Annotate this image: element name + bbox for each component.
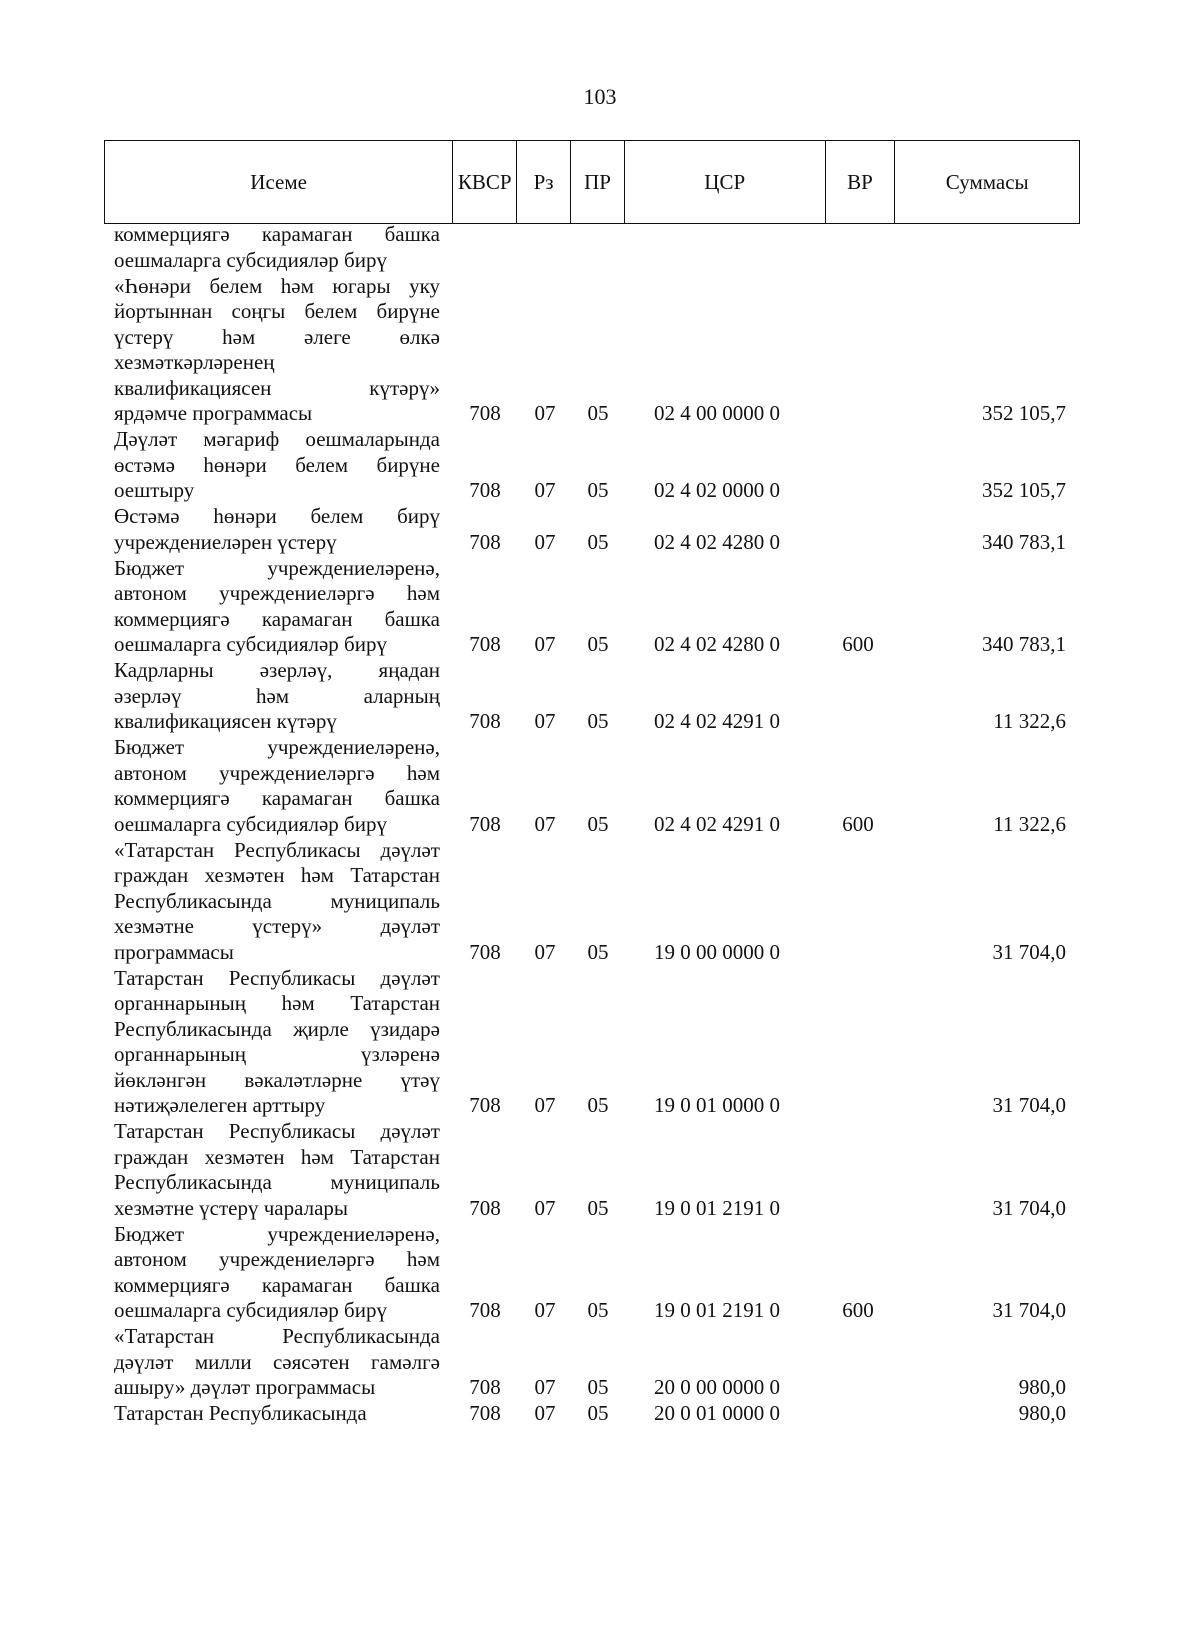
row-name-line: хезмәтне үстерү» дәүләт — [114, 914, 440, 938]
row-name-line: Дәүләт мәгариф оешмаларында — [114, 427, 440, 451]
row-rz: 07 — [534, 1093, 556, 1117]
row-name — [114, 838, 440, 966]
row-pr: 05 — [587, 529, 609, 554]
row-kvsr: 708 — [469, 1093, 501, 1117]
row-name-line: коммерциягә карамаган башка — [114, 1272, 440, 1297]
row-name-line: «Татарстан Республикасы дәүләт — [114, 837, 440, 862]
row-name-line: Татарстан Республикасы дәүләт — [114, 1119, 440, 1143]
row-csr: 02 4 02 4291 0 — [654, 811, 780, 836]
row-name-line: Татарстан Республикасы дәүләт — [114, 965, 440, 990]
row-pr: 05 — [587, 1401, 609, 1425]
row-name-line: оештыру — [114, 478, 195, 502]
row-kvsr: 708 — [469, 939, 501, 964]
table-row — [0, 658, 1200, 735]
row-name — [114, 504, 440, 555]
row-name-line: Республикасында муниципаль — [114, 888, 440, 913]
row-name — [114, 658, 440, 735]
row-name-line: учреждениеләрен үстерү — [114, 529, 337, 554]
row-name-line: оешмаларга субсидияләр бирү — [114, 247, 387, 272]
row-vr: 600 — [842, 811, 874, 836]
row-sum: 340 783,1 — [982, 632, 1066, 656]
row-name-line: Бюджет учреждениеләренә, — [114, 735, 440, 759]
row-csr: 02 4 00 0000 0 — [654, 401, 780, 425]
row-kvsr: 708 — [469, 709, 501, 733]
row-rz: 07 — [534, 478, 556, 502]
row-pr: 05 — [587, 811, 609, 836]
row-name-line: Республикасында муниципаль — [114, 1170, 440, 1194]
row-name-line: оешмаларга субсидияләр бирү — [114, 811, 387, 836]
row-name-line: органнарының үзләренә — [114, 1042, 440, 1066]
row-name-line: коммерциягә карамаган башка — [114, 222, 440, 246]
row-name-line: граждан хезмәтен һәм Татарстан — [114, 1144, 440, 1169]
header-csr: ЦСР — [625, 141, 826, 223]
row-name-line: оешмаларга субсидияләр бирү — [114, 1298, 387, 1322]
table-row — [0, 966, 1200, 1119]
row-name-line: оешмаларга субсидияләр бирү — [114, 632, 387, 656]
row-rz: 07 — [534, 1401, 556, 1425]
row-kvsr: 708 — [469, 632, 501, 656]
row-kvsr: 708 — [469, 1401, 501, 1425]
row-name-line: программасы — [114, 939, 234, 964]
row-sum: 980,0 — [1018, 1401, 1066, 1425]
row-csr: 02 4 02 4291 0 — [654, 709, 780, 733]
row-name-line: органнарының һәм Татарстан — [114, 991, 440, 1015]
row-sum: 31 704,0 — [992, 1093, 1066, 1117]
row-name-line: Өстәмә һөнәри белем бирү — [114, 504, 440, 528]
row-vr: 600 — [842, 632, 874, 656]
row-rz: 07 — [534, 939, 556, 964]
row-csr: 20 0 01 0000 0 — [654, 1401, 780, 1425]
row-rz: 07 — [534, 709, 556, 733]
row-pr: 05 — [587, 478, 609, 502]
row-name — [114, 274, 440, 427]
header-pr: ПР — [571, 141, 625, 223]
row-rz: 07 — [534, 632, 556, 656]
table-row — [0, 427, 1200, 504]
row-name-line: өстәмә һөнәри белем бирүне — [114, 452, 440, 477]
row-pr: 05 — [587, 939, 609, 964]
row-name — [114, 427, 440, 504]
row-kvsr: 708 — [469, 1298, 501, 1322]
table-row — [0, 274, 1200, 427]
table-row — [0, 735, 1200, 837]
row-sum: 11 322,6 — [993, 811, 1066, 836]
row-pr: 05 — [587, 632, 609, 656]
header-sum: Суммасы — [945, 169, 1029, 194]
row-rz: 07 — [534, 1195, 556, 1220]
row-name — [114, 1119, 440, 1221]
row-name-line: Бюджет учреждениеләренә, — [114, 1221, 440, 1246]
row-name-line: автоном учреждениеләргә һәм — [114, 760, 440, 785]
table-row — [0, 1401, 1200, 1427]
row-csr: 02 4 02 4280 0 — [654, 632, 780, 656]
row-name-line: Кадрларны әзерләү, яңадан — [114, 658, 440, 682]
row-name-line: Татарстан Республикасында — [114, 1401, 367, 1425]
row-name-line: граждан хезмәтен һәм Татарстан — [114, 863, 440, 887]
table-row — [0, 1324, 1200, 1401]
table-row — [0, 1119, 1200, 1221]
row-name-line: йөкләнгән вәкаләтләрне үтәү — [114, 1067, 440, 1092]
row-name-line: автоном учреждениеләргә һәм — [114, 1247, 440, 1271]
row-sum: 11 322,6 — [993, 709, 1066, 733]
row-name-line: коммерциягә карамаган башка — [114, 786, 440, 810]
row-name — [114, 966, 440, 1119]
row-name-line: автоном учреждениеләргә һәм — [114, 581, 440, 605]
table-row — [0, 838, 1200, 966]
row-name-line: ашыру» дәүләт программасы — [114, 1375, 376, 1399]
row-csr: 19 0 01 2191 0 — [654, 1298, 780, 1322]
row-pr: 05 — [587, 709, 609, 733]
row-rz: 07 — [534, 811, 556, 836]
row-name — [114, 556, 440, 658]
row-pr: 05 — [587, 1195, 609, 1220]
row-rz: 07 — [534, 1298, 556, 1322]
row-vr: 600 — [842, 1298, 874, 1322]
row-csr: 02 4 02 0000 0 — [654, 478, 780, 502]
row-pr: 05 — [587, 1375, 609, 1399]
row-kvsr: 708 — [469, 401, 501, 425]
row-kvsr: 708 — [469, 1375, 501, 1399]
row-sum: 31 704,0 — [992, 939, 1066, 964]
row-name-line: квалификациясен күтәрү — [114, 709, 337, 733]
row-sum: 352 105,7 — [982, 478, 1066, 502]
row-name-line: «Һөнәри белем һәм югары уку — [114, 273, 440, 298]
row-name — [114, 1324, 440, 1401]
row-rz: 07 — [534, 401, 556, 425]
header-rz: Рз — [517, 141, 571, 223]
row-csr: 20 0 00 0000 0 — [654, 1375, 780, 1399]
row-kvsr: 708 — [469, 529, 501, 554]
row-name — [114, 1222, 440, 1324]
row-name-line: дәүләт милли сәясәтен гамәлгә — [114, 1349, 440, 1374]
row-kvsr: 708 — [469, 1195, 501, 1220]
row-kvsr: 708 — [469, 811, 501, 836]
row-csr: 02 4 02 4280 0 — [654, 529, 780, 554]
row-name-line: йортыннан соңгы белем бирүне — [114, 299, 440, 323]
row-name-line: ярдәмче программасы — [114, 401, 313, 425]
row-csr: 19 0 01 2191 0 — [654, 1195, 780, 1220]
table-row — [0, 222, 1200, 273]
row-name-line: Республикасында җирле үзидарә — [114, 1016, 440, 1041]
row-sum: 980,0 — [1018, 1375, 1066, 1399]
row-name-line: «Татарстан Республикасында — [114, 1324, 440, 1348]
row-name-line: хезмәткәрләренең — [114, 350, 275, 374]
row-csr: 19 0 01 0000 0 — [654, 1093, 780, 1117]
row-sum: 352 105,7 — [982, 401, 1066, 425]
row-name-line: үстерү һәм әлеге өлкә — [114, 324, 440, 349]
row-name-line: квалификациясен күтәрү» — [114, 375, 440, 400]
row-rz: 07 — [534, 1375, 556, 1399]
header-vr: ВР — [826, 141, 896, 223]
row-sum: 31 704,0 — [992, 1298, 1066, 1322]
row-name-line: коммерциягә карамаган башка — [114, 606, 440, 631]
row-name-line: нәтиҗәлелеген арттыру — [114, 1093, 326, 1117]
row-name-line: Бюджет учреждениеләренә, — [114, 555, 440, 580]
row-csr: 19 0 00 0000 0 — [654, 939, 780, 964]
row-sum: 340 783,1 — [982, 529, 1066, 554]
row-name-line: хезмәтне үстерү чаралары — [114, 1195, 349, 1220]
table-row — [0, 556, 1200, 658]
row-pr: 05 — [587, 1093, 609, 1117]
page-number: 103 — [583, 84, 617, 109]
row-pr: 05 — [587, 1298, 609, 1322]
row-sum: 31 704,0 — [992, 1195, 1066, 1220]
row-name — [114, 735, 440, 837]
header-name: Исеме — [105, 141, 453, 223]
row-name-line: әзерләү һәм аларның — [114, 683, 440, 708]
row-name — [114, 222, 440, 273]
row-pr: 05 — [587, 401, 609, 425]
row-rz: 07 — [534, 529, 556, 554]
row-kvsr: 708 — [469, 478, 501, 502]
table-row — [0, 1222, 1200, 1324]
header-kvsr: КВСР — [453, 141, 517, 223]
table-row — [0, 504, 1200, 555]
row-name — [114, 1401, 440, 1427]
